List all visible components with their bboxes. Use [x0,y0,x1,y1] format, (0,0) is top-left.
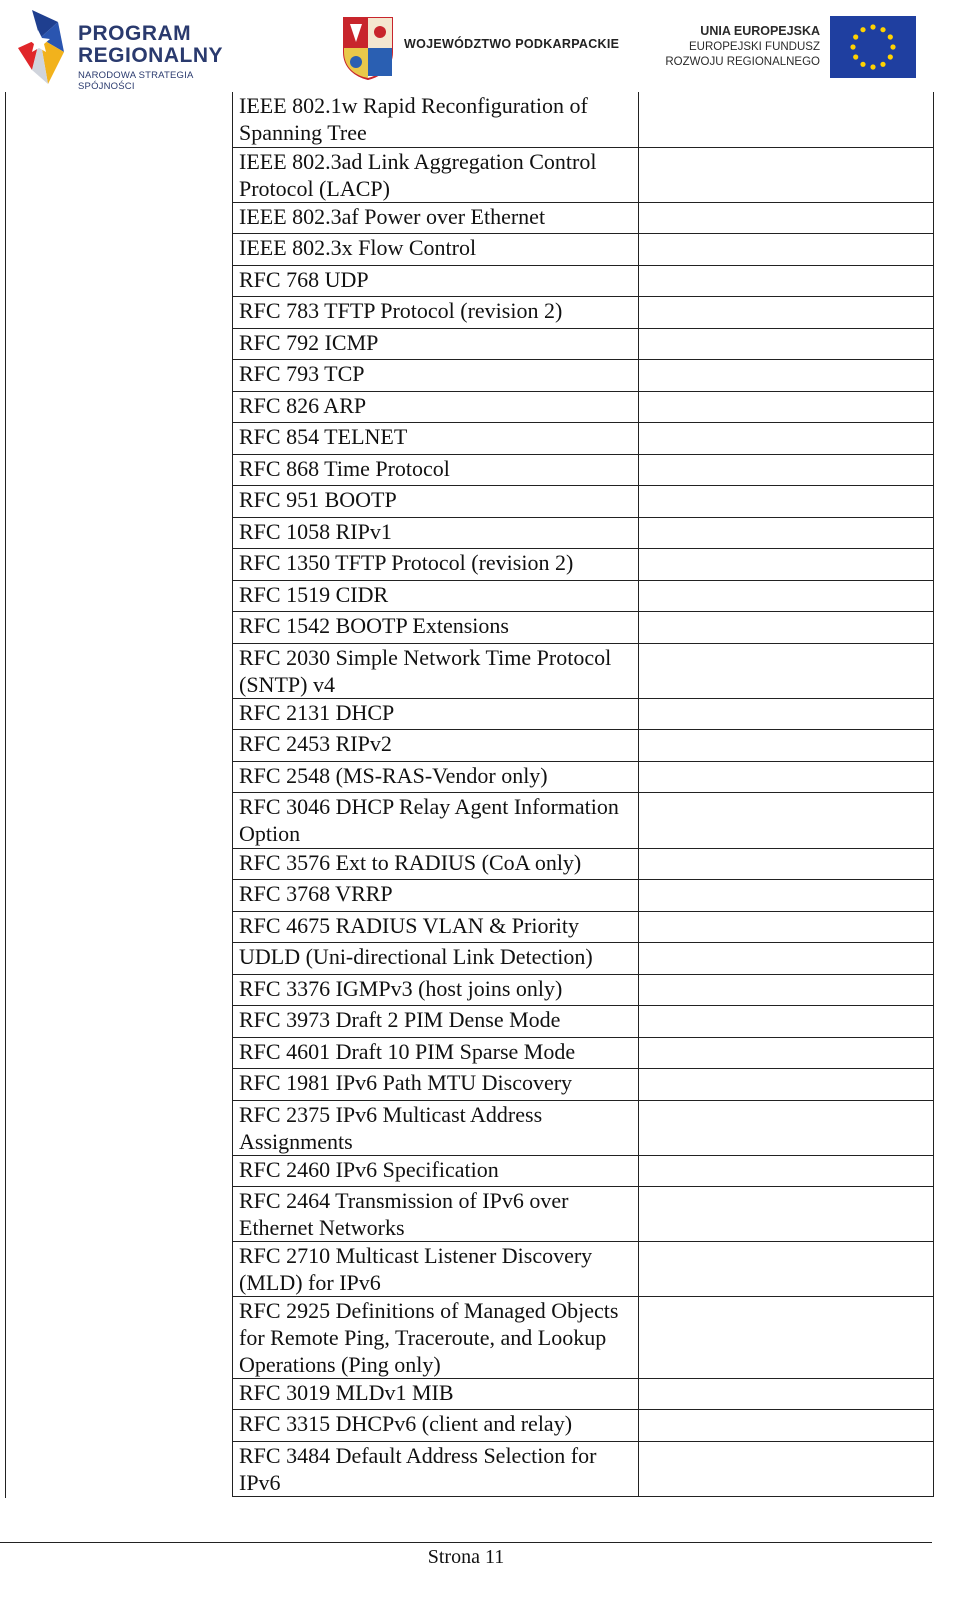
standard-cell: RFC 1350 TFTP Protocol (revision 2) [233,548,639,580]
standard-cell: RFC 3046 DHCP Relay Agent Information Option [233,792,639,848]
standard-cell: RFC 868 Time Protocol [233,454,639,485]
eu-star-icon [860,27,865,32]
standard-cell: RFC 793 TCP [233,359,639,391]
table-row [233,1037,934,1068]
table-row [233,1155,934,1186]
eu-logo [665,14,916,80]
standard-cell: RFC 2925 Definitions of Managed Objects for Remote Ping, Traceroute, and Lookup Operations (Ping only) [233,1296,639,1378]
value-cell [639,265,934,296]
table-row [233,643,934,698]
value-cell [639,296,934,328]
standard-cell: RFC 1519 CIDR [233,580,639,611]
footer-rule [0,1542,932,1543]
standard-cell: RFC 768 UDP [233,265,639,296]
standard-cell: RFC 1542 BOOTP Extensions [233,611,639,643]
value-cell [639,974,934,1005]
standard-cell: RFC 783 TFTP Protocol (revision 2) [233,296,639,328]
standard-cell: RFC 2131 DHCP [233,698,639,729]
table-row [233,792,934,848]
value-cell [639,729,934,761]
value-cell [639,1186,934,1241]
standard-cell: RFC 4601 Draft 10 PIM Sparse Mode [233,1037,639,1068]
value-cell [639,1037,934,1068]
table-row [233,147,934,202]
program-logo-line2: REGIONALNY [78,44,224,67]
table-row [233,1296,934,1378]
table-row [233,359,934,391]
table-row [233,1005,934,1037]
table-row [233,879,934,911]
standard-cell: RFC 2710 Multicast Listener Discovery (MLD) for IPv6 [233,1241,639,1296]
table-row [233,848,934,879]
eu-star-icon [853,54,858,59]
eu-flag-icon [830,16,916,78]
standards-table [232,92,934,1497]
standard-cell: RFC 1981 IPv6 Path MTU Discovery [233,1068,639,1100]
value-cell [639,698,934,729]
value-cell [639,879,934,911]
standard-cell: IEEE 802.3x Flow Control [233,233,639,265]
table-row [233,1100,934,1155]
value-cell [639,202,934,233]
table-row [233,611,934,643]
table-row [233,974,934,1005]
table-row [233,92,934,147]
standard-cell: IEEE 802.3ad Link Aggregation Control Protocol (LACP) [233,147,639,202]
table-row [233,1186,934,1241]
eu-star-icon [888,54,893,59]
program-logo-line3: NARODOWA STRATEGIA SPÓJNOŚCI [78,70,193,92]
eu-star-icon [888,34,893,39]
value-cell [639,611,934,643]
table-row [233,729,934,761]
standard-cell: IEEE 802.1w Rapid Reconfiguration of Spanning Tree [233,92,639,147]
value-cell [639,1155,934,1186]
table-row [233,454,934,485]
eu-star-icon [880,62,885,67]
program-regionalny-logo [8,4,248,92]
eu-star-icon [870,64,875,69]
table-row [233,911,934,942]
standard-cell: RFC 3973 Draft 2 PIM Dense Mode [233,1005,639,1037]
standard-cell: RFC 3484 Default Address Selection for IPv6 [233,1441,639,1496]
standard-cell: RFC 2460 IPv6 Specification [233,1155,639,1186]
standard-cell: RFC 2375 IPv6 Multicast Address Assignments [233,1100,639,1155]
value-cell [639,422,934,454]
table-row [233,422,934,454]
value-cell [639,1068,934,1100]
table-row [233,548,934,580]
table-row [233,1441,934,1496]
table-row [233,942,934,974]
value-cell [639,147,934,202]
table-row [233,202,934,233]
standard-cell: RFC 3315 DHCPv6 (client and relay) [233,1409,639,1441]
left-margin-rule [5,92,6,1498]
value-cell [639,359,934,391]
value-cell [639,1296,934,1378]
standard-cell: RFC 2464 Transmission of IPv6 over Ethernet Networks [233,1186,639,1241]
standard-cell: RFC 792 ICMP [233,328,639,359]
value-cell [639,391,934,422]
value-cell [639,548,934,580]
table-row [233,296,934,328]
value-cell [639,485,934,517]
eu-logo-line2: EUROPEJSKI FUNDUSZ [689,41,820,53]
table-row [233,761,934,792]
value-cell [639,848,934,879]
eu-logo-line3: ROZWOJU REGIONALNEGO [665,56,820,68]
standard-cell: RFC 1058 RIPv1 [233,517,639,548]
value-cell [639,1241,934,1296]
standard-cell: UDLD (Uni-directional Link Detection) [233,942,639,974]
value-cell [639,454,934,485]
eu-star-icon [850,44,855,49]
table-row [233,1378,934,1409]
eu-star-icon [880,27,885,32]
program-logo-line1: PROGRAM [78,22,192,45]
eu-star-icon [870,24,875,29]
table-row [233,698,934,729]
standard-cell: RFC 4675 RADIUS VLAN & Priority [233,911,639,942]
page-number: Strona 11 [427,1546,505,1568]
value-cell [639,942,934,974]
table-row [233,580,934,611]
standard-cell: IEEE 802.3af Power over Ethernet [233,202,639,233]
table-row [233,1241,934,1296]
table-row [233,233,934,265]
wojewodztwo-name: WOJEWÓDZTWO PODKARPACKIE [404,37,620,51]
value-cell [639,792,934,848]
value-cell [639,233,934,265]
value-cell [639,328,934,359]
value-cell [639,580,934,611]
table-row [233,517,934,548]
table-row [233,328,934,359]
table-row [233,1068,934,1100]
table-row [233,265,934,296]
value-cell [639,911,934,942]
value-cell [639,1441,934,1496]
value-cell [639,1100,934,1155]
standard-cell: RFC 854 TELNET [233,422,639,454]
value-cell [639,643,934,698]
eu-star-icon [853,34,858,39]
value-cell [639,1378,934,1409]
standard-cell: RFC 2548 (MS-RAS-Vendor only) [233,761,639,792]
standard-cell: RFC 3019 MLDv1 MIB [233,1378,639,1409]
eu-logo-line1: UNIA EUROPEJSKA [700,24,820,38]
value-cell [639,92,934,147]
table-row [233,485,934,517]
standard-cell: RFC 2453 RIPv2 [233,729,639,761]
table-row [233,391,934,422]
coat-of-arms-icon [342,14,394,80]
value-cell [639,1005,934,1037]
eu-star-icon [860,62,865,67]
standard-cell: RFC 2030 Simple Network Time Protocol (SNTP) v4 [233,643,639,698]
page-header [0,0,960,92]
program-regionalny-star-icon [12,8,68,88]
standard-cell: RFC 3376 IGMPv3 (host joins only) [233,974,639,1005]
value-cell [639,1409,934,1441]
table-row [233,1409,934,1441]
eu-star-icon [890,44,895,49]
standard-cell: RFC 826 ARP [233,391,639,422]
standard-cell: RFC 3576 Ext to RADIUS (CoA only) [233,848,639,879]
standard-cell: RFC 3768 VRRP [233,879,639,911]
standard-cell: RFC 951 BOOTP [233,485,639,517]
wojewodztwo-logo [342,10,642,82]
value-cell [639,517,934,548]
value-cell [639,761,934,792]
